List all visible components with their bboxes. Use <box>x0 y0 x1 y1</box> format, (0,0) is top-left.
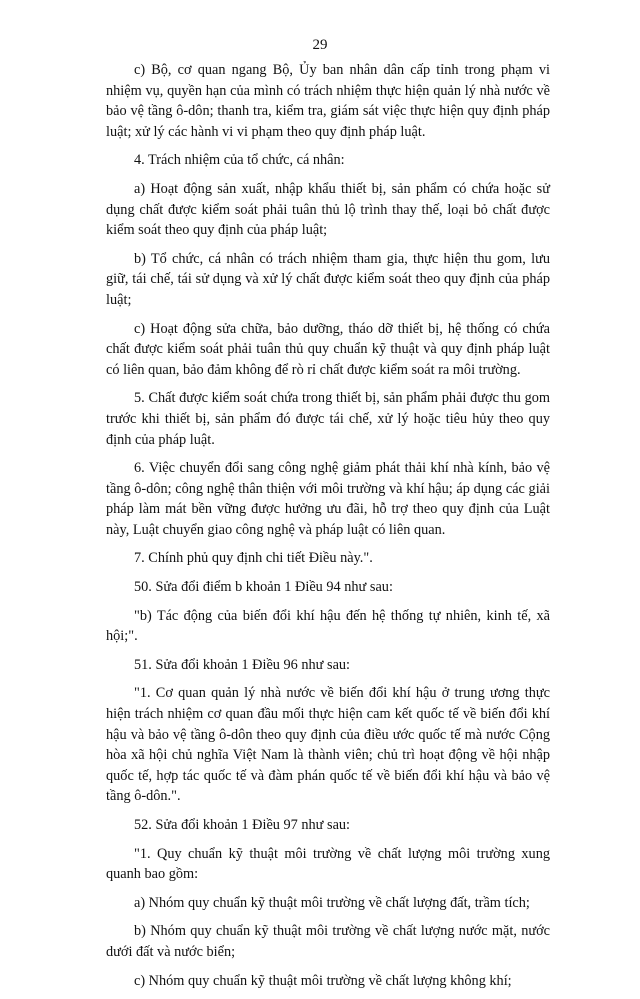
paragraph-4b: b) Tổ chức, cá nhân có trách nhiệm tham gia, thực hiện thu gom, lưu giữ, tái chế, tái sử dụng và xử lý chất được kiểm soát theo quy định của pháp luật; <box>106 250 550 308</box>
paragraph-4c: c) Hoạt động sửa chữa, bảo dưỡng, tháo dỡ thiết bị, hệ thống có chứa chất được kiểm soát phải tuân thủ quy chuẩn kỹ thuật và quy định pháp luật có liên quan, bảo đảm không để rò rỉ chất được kiểm soát ra môi trường. <box>106 320 550 378</box>
paragraph-50-heading: 50. Sửa đổi điểm b khoản 1 Điều 94 như sau: <box>134 579 393 596</box>
paragraph-52-1c: c) Nhóm quy chuẩn kỹ thuật môi trường về chất lượng không khí; <box>134 972 512 989</box>
page-number: 29 <box>312 37 328 53</box>
paragraph-51-heading: 51. Sửa đổi khoản 1 Điều 96 như sau: <box>134 656 351 673</box>
paragraph-51-text: "1. Cơ quan quản lý nhà nước về biến đổi khí hậu ở trung ương thực hiện trách nhiệm cơ quan đầu mối thực hiện cam kết quốc tế về biến đổi khí hậu và bảo vệ tầng ô-dôn theo quy định của điều ước quốc tế mà nước Cộng hòa xã hội chủ nghĩa Việt Nam là thành viên; chủ trì hoạt động về hội nhập quốc tế, hợp tác quốc tế và đàm phán quốc tế về biến đổi khí hậu và bảo vệ tầng ô-dôn.". <box>106 685 550 805</box>
paragraph-6: 6. Việc chuyển đổi sang công nghệ giảm phát thải khí nhà kính, bảo vệ tầng ô-dôn; công nghệ thân thiện với môi trường và khí hậu; áp dụng các giải pháp làm mát bền vững được hưởng ưu đãi, hỗ trợ theo quy định của Luật này, Luật chuyển giao công nghệ và pháp luật có liên quan. <box>106 460 550 538</box>
paragraph-5: 5. Chất được kiểm soát chứa trong thiết bị, sản phẩm phải được thu gom trước khi thiết bị, sản phẩm đó được tái chế, xử lý hoặc tiêu hủy theo quy định của pháp luật. <box>106 390 550 448</box>
paragraph-7: 7. Chính phủ quy định chi tiết Điều này.". <box>134 550 373 567</box>
paragraph-50-text: "b) Tác động của biến đổi khí hậu đến hệ thống tự nhiên, kinh tế, xã hội;". <box>106 607 550 645</box>
paragraph-52-1b: b) Nhóm quy chuẩn kỹ thuật môi trường về chất lượng nước mặt, nước dưới đất và nước biển; <box>106 923 550 960</box>
paragraph-4-heading: 4. Trách nhiệm của tổ chức, cá nhân: <box>134 152 345 169</box>
paragraph-52-heading: 52. Sửa đổi khoản 1 Điều 97 như sau: <box>134 817 351 833</box>
paragraph-4a: a) Hoạt động sản xuất, nhập khẩu thiết bị, sản phẩm có chứa hoặc sử dụng chất được kiểm soát phải tuân thủ lộ trình thay thế, loại bỏ chất được kiểm soát theo quy định của pháp luật; <box>106 180 550 239</box>
paragraph-52-1a: a) Nhóm quy chuẩn kỹ thuật môi trường về chất lượng đất, trầm tích; <box>134 894 530 911</box>
paragraph-52-1: "1. Quy chuẩn kỹ thuật môi trường về chất lượng môi trường xung quanh bao gồm: <box>106 845 550 883</box>
paragraph-3c-ministries: c) Bộ, cơ quan ngang Bộ, Ủy ban nhân dân cấp tỉnh trong phạm vi nhiệm vụ, quyền hạn của mình có trách nhiệm thực hiện quản lý nhà nước về bảo vệ tầng ô-dôn; thanh tra, kiểm tra, giám sát việc thực hiện quy định pháp luật; xử lý các hành vi vi phạm theo quy định pháp luật. <box>106 62 550 140</box>
document-body <box>106 60 550 999</box>
